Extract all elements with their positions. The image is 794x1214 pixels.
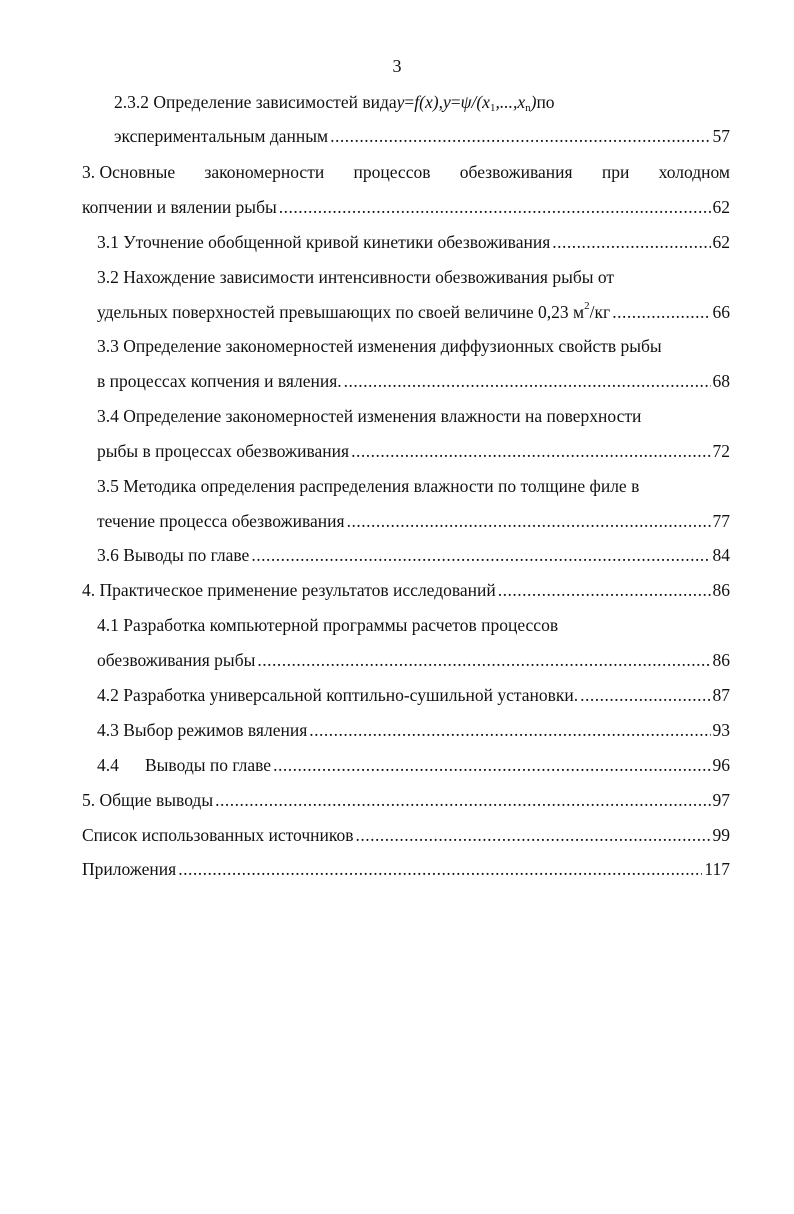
toc-entry-3-5[interactable] — [97, 474, 639, 498]
dot-leader — [251, 543, 710, 567]
toc-word: холодном — [658, 162, 730, 182]
toc-page-number: 96 — [712, 755, 730, 775]
toc-entry-5[interactable] — [82, 788, 730, 812]
toc-entry-2-3-2-cont[interactable] — [114, 124, 730, 148]
toc-page-number: 57 — [712, 126, 730, 146]
toc-entry-label: 3.6 Выводы по главе — [97, 545, 250, 565]
toc-entry-label: течение процесса обезвоживания — [97, 511, 345, 531]
toc-entry-4-4[interactable] — [97, 753, 730, 777]
toc-page-number: 87 — [712, 685, 730, 705]
toc-entry-label: 5. Общие выводы — [82, 790, 214, 810]
toc-word: при — [601, 162, 630, 182]
toc-entry-label: 4.4 Выводы по главе — [97, 755, 272, 775]
toc-entry-3[interactable] — [82, 160, 730, 184]
dot-leader — [356, 823, 711, 847]
toc-entry-3-cont[interactable] — [82, 195, 730, 219]
toc-page-number: 84 — [712, 545, 730, 565]
toc-entry-label: 3.4 Определение закономерностей изменения влажности на поверхности — [97, 406, 642, 426]
toc-entry-label: 4.2 Разработка универсальной коптильно-сушильной установки. — [97, 685, 579, 705]
toc-entry-references[interactable] — [82, 823, 730, 847]
toc-page-number: 86 — [712, 580, 730, 600]
dot-leader — [351, 439, 710, 463]
toc-entry-4-3[interactable] — [97, 718, 730, 742]
toc-entry-4-1-cont[interactable] — [97, 648, 730, 672]
dot-leader — [612, 300, 710, 324]
toc-entry-label: 3.1 Уточнение обобщенной кривой кинетики обезвоживания — [97, 232, 551, 252]
dot-leader — [178, 857, 702, 881]
toc-entry-label: 4. Практическое применение результатов исследований — [82, 580, 496, 600]
toc-entry-label: Список использованных источников — [82, 825, 354, 845]
toc-entry-number: 4.4 — [97, 755, 119, 775]
dot-leader — [279, 195, 711, 219]
toc-entry-appendices[interactable] — [82, 857, 730, 881]
toc-page-number: 72 — [712, 441, 730, 461]
toc-page-number: 68 — [712, 371, 730, 391]
toc-entry-label: 3.5 Методика определения распределения влажности по толщине филе в — [97, 476, 640, 496]
toc-entry-3-5-cont[interactable] — [97, 509, 730, 533]
toc-word: 3. Основные — [82, 162, 176, 182]
dot-leader — [257, 648, 710, 672]
toc-entry-3-4-cont[interactable] — [97, 439, 730, 463]
toc-entry-3-3-cont[interactable] — [97, 369, 730, 393]
toc-word: обезвоживания — [459, 162, 573, 182]
toc-entry-label: Приложения — [82, 859, 177, 879]
toc-entry-label: в процессах копчения и вяления. — [97, 371, 342, 391]
toc-page-number: 86 — [712, 650, 730, 670]
toc-entry-label: экспериментальным данным — [114, 126, 329, 146]
toc-page-number: 97 — [712, 790, 730, 810]
toc-entry-label: обезвоживания рыбы — [97, 650, 256, 670]
toc-word: процессов — [353, 162, 431, 182]
dot-leader — [309, 718, 710, 742]
toc-entry-3-4[interactable] — [97, 404, 641, 428]
toc-page-number: 99 — [712, 825, 730, 845]
toc-entry-label: 3.3 Определение закономерностей изменения диффузионных свойств рыбы — [97, 336, 662, 356]
toc-entry-4[interactable] — [82, 578, 730, 602]
dot-leader — [215, 788, 710, 812]
toc-page-number: 66 — [712, 302, 730, 322]
toc-entry-2-3-2[interactable]: 2.3.2 Определение зависимостей вида y = f(x) , y = ψ/(x $_1$ ,...,x $_n$ ) по — [114, 92, 555, 114]
toc-entry-4-1[interactable] — [97, 613, 558, 637]
toc-entry-label: копчении и вялении рыбы — [82, 197, 277, 217]
toc-page-number: 117 — [704, 859, 730, 879]
toc-entry-3-1[interactable] — [97, 230, 730, 254]
toc-entry-3-2[interactable] — [97, 265, 614, 289]
toc-entry-3-3[interactable] — [97, 334, 662, 358]
toc-entry-label: 2.3.2 Определение зависимостей вида — [114, 92, 397, 112]
toc-page-number: 77 — [712, 511, 730, 531]
toc-page-number: 93 — [712, 720, 730, 740]
page-number: 3 — [392, 56, 402, 76]
toc-entry-label: 3.2 Нахождение зависимости интенсивности обезвоживания рыбы от — [97, 267, 615, 287]
toc-entry-4-2[interactable] — [97, 683, 730, 707]
dot-leader — [498, 578, 711, 602]
toc-page-number: 62 — [712, 197, 730, 217]
toc-page-number: 62 — [712, 232, 730, 252]
toc-entry-3-6[interactable] — [97, 543, 730, 567]
dot-leader — [580, 683, 710, 707]
toc-entry-3-2-cont[interactable] — [97, 300, 730, 324]
dot-leader — [347, 509, 711, 533]
toc-entry-label: 4.3 Выбор режимов вяления — [97, 720, 308, 740]
toc-entry-label: удельных поверхностей превышающих по своей величине 0,23 $м^2/кг$ — [97, 300, 611, 322]
toc-word: закономерности — [204, 162, 325, 182]
dot-leader — [552, 230, 710, 254]
dot-leader — [330, 124, 710, 148]
toc-entry-label: 4.1 Разработка компьютерной программы расчетов процессов — [97, 615, 559, 635]
toc-entry-label: рыбы в процессах обезвоживания — [97, 441, 350, 461]
dot-leader — [344, 369, 711, 393]
dot-leader — [273, 753, 710, 777]
